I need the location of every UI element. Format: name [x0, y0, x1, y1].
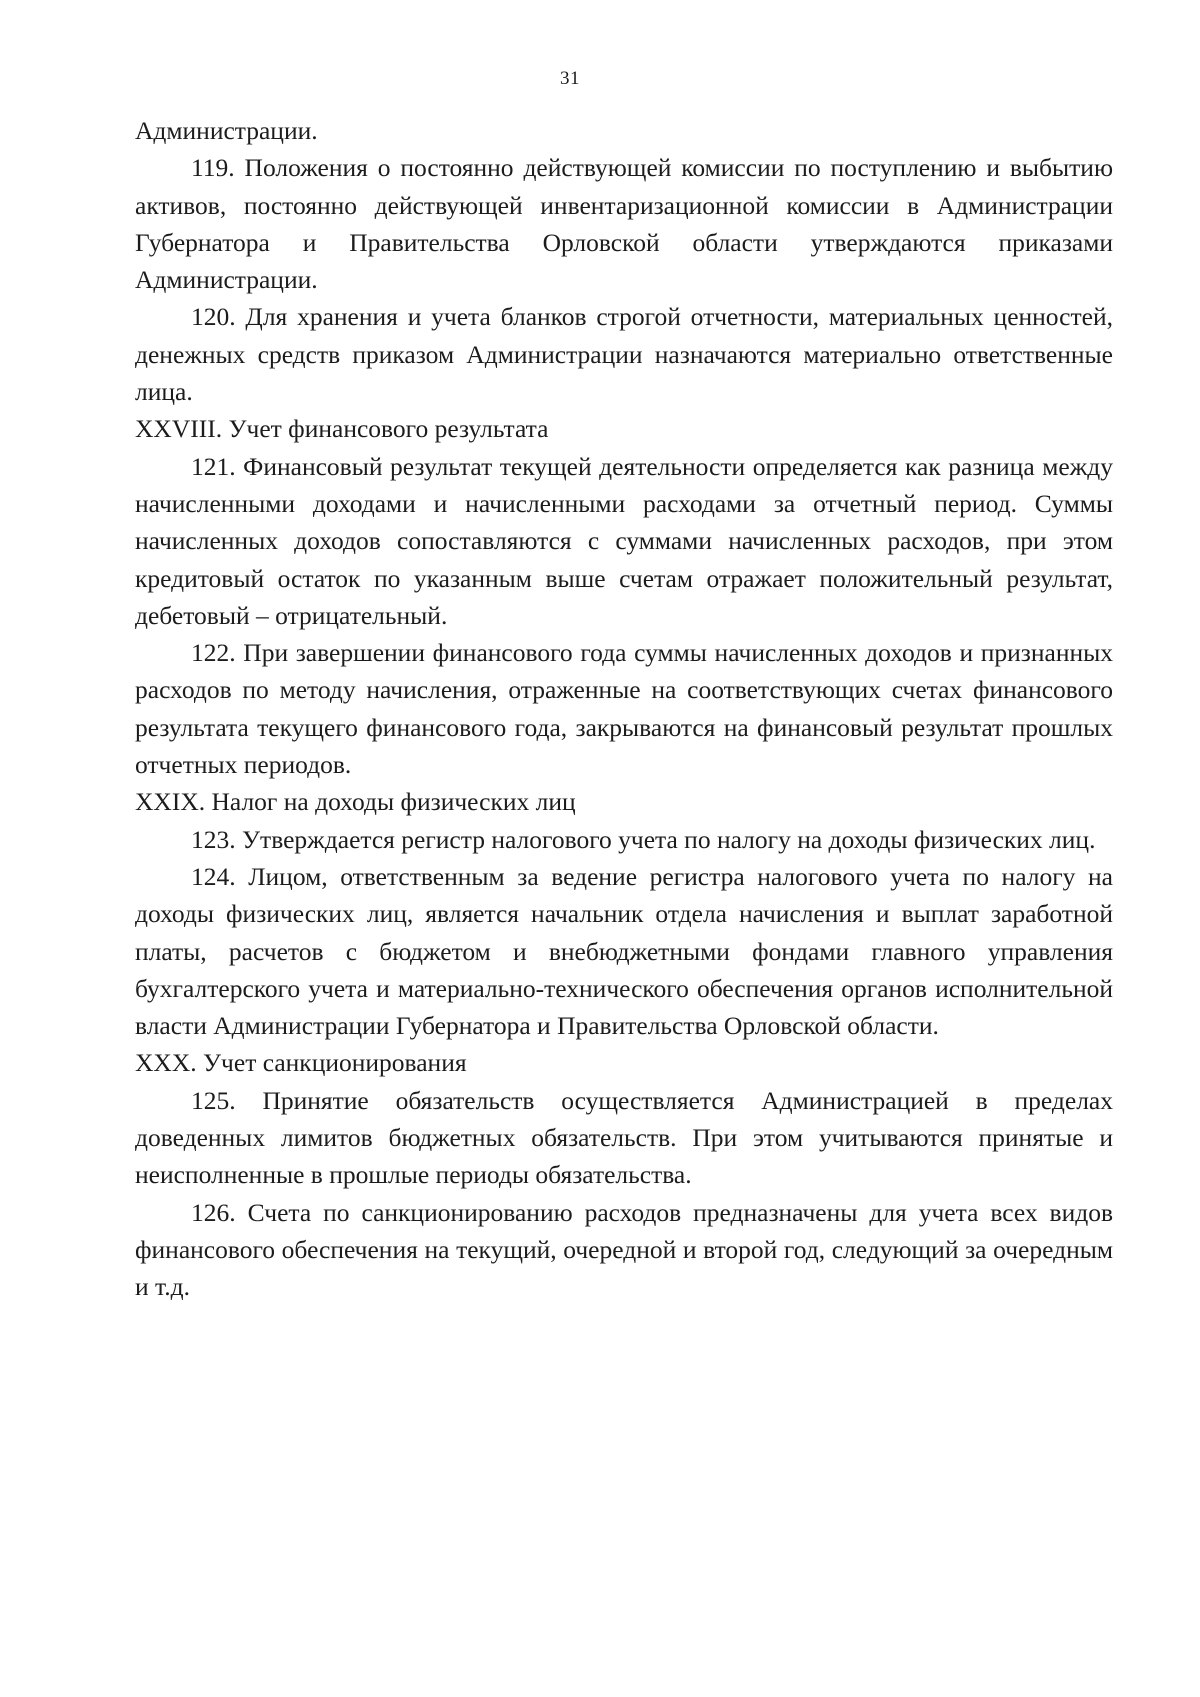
paragraph-119: 119. Положения о постоянно действующей комиссии по поступлению и выбытию активов, постоянно действующей инвентаризационной комиссии в Администрации Губернатора и Правительства Орловской области утверждаются приказами Администрации. — [135, 153, 1113, 295]
section-heading-xxx: XXX. Учет санкционирования — [135, 1048, 467, 1078]
paragraph-124: 124. Лицом, ответственным за ведение регистра налогового учета по налогу на доходы физических лиц, является начальник отдела начисления и выплат заработной платы, расчетов с бюджетом и внебюджетными фондами главного управления бухгалтерского учета и материально-технического обеспечения органов исполнительной власти Администрации Губернатора и Правительства Орловской области. — [135, 861, 1113, 1041]
paragraph-126: 126. Счета по санкционированию расходов предназначены для учета всех видов финансового обеспечения на текущий, очередной и второй год, следующий за очередным и т.д. — [135, 1197, 1113, 1302]
paragraph-123: 123. Утверждается регистр налогового учета по налогу на доходы физических лиц. — [191, 824, 1096, 854]
section-heading-xxviii: XXVIII. Учет финансового результата — [135, 414, 549, 444]
section-heading-xxix: XXIX. Налог на доходы физических лиц — [135, 787, 576, 817]
paragraph-121: 121. Финансовый результат текущей деятельности определяется как разница между начисленными доходами и начисленными расходами за отчетный период. Суммы начисленных доходов сопоставляются с суммами начисленных расходов, при этом кредитовый остаток по указанным выше счетам отражает положительный результат, дебетовый – отрицательный. — [135, 451, 1113, 630]
paragraph-120: 120. Для хранения и учета бланков строгой отчетности, материальных ценностей, денежных средств приказом Администрации назначаются материально ответственные лица. — [135, 302, 1113, 407]
paragraph-122: 122. При завершении финансового года суммы начисленных доходов и признанных расходов по методу начисления, отраженные на соответствующих счетах финансового результата текущего финансового года, закрываются на финансовый результат прошлых отчетных периодов. — [135, 638, 1113, 780]
page-number: 31 — [560, 68, 580, 89]
paragraph-125: 125. Принятие обязательств осуществляется Администрацией в пределах доведенных лимитов бюджетных обязательств. При этом учитываются принятые и неисполненные в прошлые периоды обязательства. — [135, 1085, 1113, 1190]
document-body — [135, 112, 1113, 1306]
paragraph-continuation: Администрации. — [135, 116, 318, 145]
